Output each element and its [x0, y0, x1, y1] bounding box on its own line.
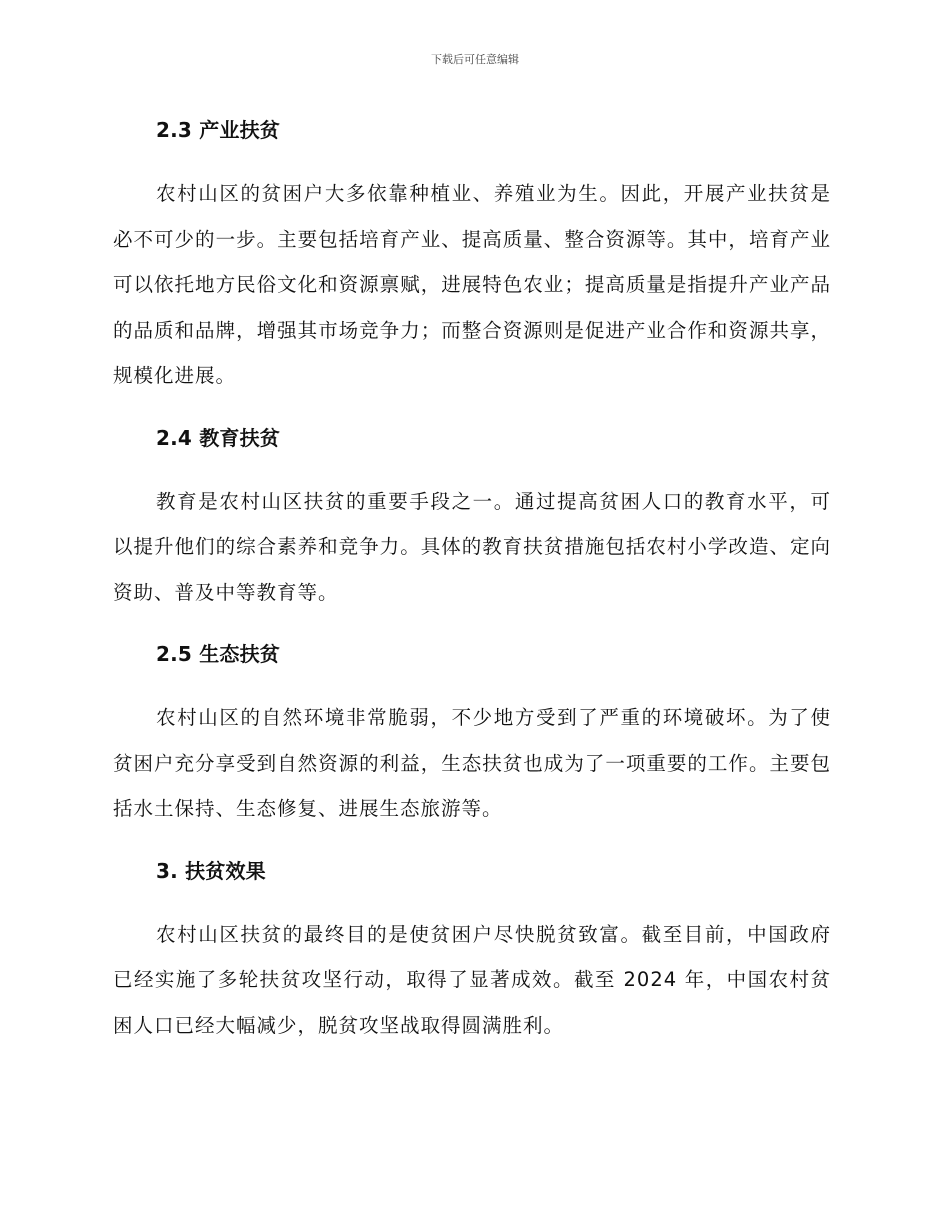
section-heading: 3. 扶贫效果 [156, 858, 266, 883]
section-paragraph: 农村山区的贫困户大多依靠种植业、养殖业为生。因此，开展产业扶贫是必不可少的一步。主要包括培育产业、提高质量、整合资源等。其中，培育产业可以依托地方民俗文化和资源禀赋，进展特色农业；提高质量是指提升产业产品的品质和品牌，增强其市场竞争力；而整合资源则是促进产业合作和资源共享，规模化进展。 [113, 182, 831, 387]
section-heading: 2.5 生态扶贫 [156, 642, 280, 666]
header-note: 下载后可任意编辑 [431, 53, 519, 66]
section-ecological-poverty-alleviation [113, 637, 831, 832]
section-paragraph: 农村山区的自然环境非常脆弱，不少地方受到了严重的环境破坏。为了使贫困户充分享受到自然资源的利益，生态扶贫也成为了一项重要的工作。主要包括水土保持、生态修复、进展生态旅游等。 [113, 706, 831, 820]
section-paragraph: 农村山区扶贫的最终目的是使贫困户尽快脱贫致富。截至目前，中国政府已经实施了多轮扶贫攻坚行动，取得了显著成效。截至 2024 年，中国农村贫困人口已经大幅减少，脱贫攻坚战取得圆满胜利。 [113, 922, 831, 1037]
section-heading: 2.3 产业扶贫 [156, 118, 280, 142]
section-industry-poverty-alleviation [113, 113, 831, 399]
section-heading: 2.4 教育扶贫 [156, 425, 280, 450]
section-education-poverty-alleviation [113, 421, 831, 616]
section-poverty-alleviation-results [113, 854, 831, 1049]
section-paragraph: 教育是农村山区扶贫的重要手段之一。通过提高贫困人口的教育水平，可以提升他们的综合素养和竞争力。具体的教育扶贫措施包括农村小学改造、定向资助、普及中等教育等。 [113, 489, 831, 604]
document-body [113, 113, 831, 1070]
